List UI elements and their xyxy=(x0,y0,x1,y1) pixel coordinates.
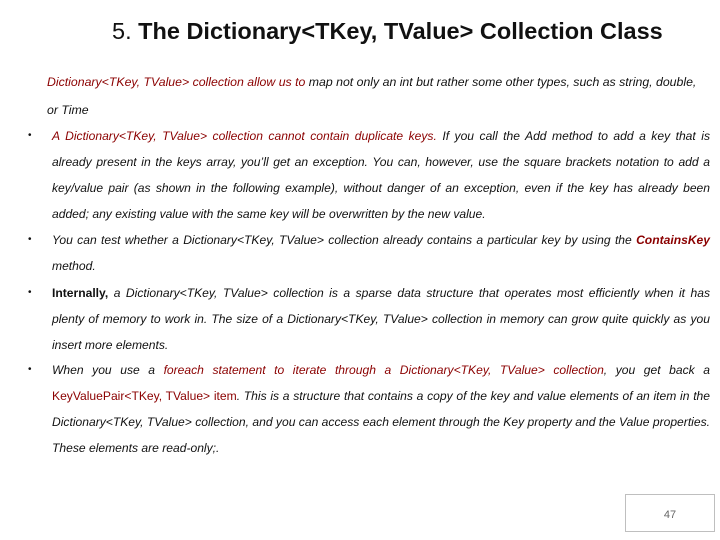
intro-rest: map not only an int but rather some other types, such as string, double, or Time xyxy=(47,75,697,117)
slide-title xyxy=(112,14,712,48)
title-text: The Dictionary<TKey, TValue> Collection Class xyxy=(138,18,663,44)
bullet-2-post: method. xyxy=(52,259,96,273)
bullet-4-post: . This is a structure that contains a copy of the key and value elements of an item in the Dictionary<TKey, TValue> collection, and you can access each element through the Key property and the Value properties. These elements are read-only;. xyxy=(52,389,711,455)
bullet-4-pre: When you use a xyxy=(52,363,164,377)
bullet-1-body: If you call the Add method to add a key that is already present in the keys array, you’ll get an exception. You can, however, use the square brackets notation to add a key/value pair (as shown in the following example), without danger of an exception, even if the key has already been added; any existing value with the same key will be overwritten by the new value. xyxy=(52,129,710,221)
bullet-1-lead: A Dictionary<TKey, TValue> collection cannot contain duplicate keys. xyxy=(52,129,437,143)
bullet-3-body: a Dictionary<TKey, TValue> collection is a sparse data structure that operates most efficiently when it has plenty of memory to work in. The size of a Dictionary<TKey, TValue> collection in memory can grow quite quickly as you insert more elements. xyxy=(52,286,710,352)
bullet-internally xyxy=(28,280,710,358)
bullet-2-pre: You can test whether a Dictionary<TKey, TValue> collection already contains a particular key by using the xyxy=(52,233,637,247)
page-number-box xyxy=(625,494,715,532)
bullet-4-highlight: foreach statement to iterate through a Dictionary<TKey, TValue> collection xyxy=(163,363,604,377)
bullet-marker: • xyxy=(28,130,32,141)
bullet-foreach xyxy=(28,357,711,461)
bullet-marker: • xyxy=(28,234,32,245)
bullet-marker: • xyxy=(28,287,32,298)
intro-paragraph xyxy=(47,68,707,124)
bullet-4-mid: , you get back a xyxy=(603,363,710,377)
page-number: 47 xyxy=(663,509,677,521)
bullet-4-item: KeyValuePair<TKey, TValue> item xyxy=(52,389,237,403)
bullet-3-lead: Internally, xyxy=(52,286,109,300)
title-number: 5. xyxy=(112,18,132,44)
bullet-marker: • xyxy=(28,364,32,375)
intro-highlight: Dictionary<TKey, TValue> collection allow us to xyxy=(47,75,306,89)
bullet-duplicate-keys xyxy=(28,123,710,227)
bullet-2-method: ContainsKey xyxy=(636,233,710,247)
bullet-contains-key xyxy=(28,227,710,279)
